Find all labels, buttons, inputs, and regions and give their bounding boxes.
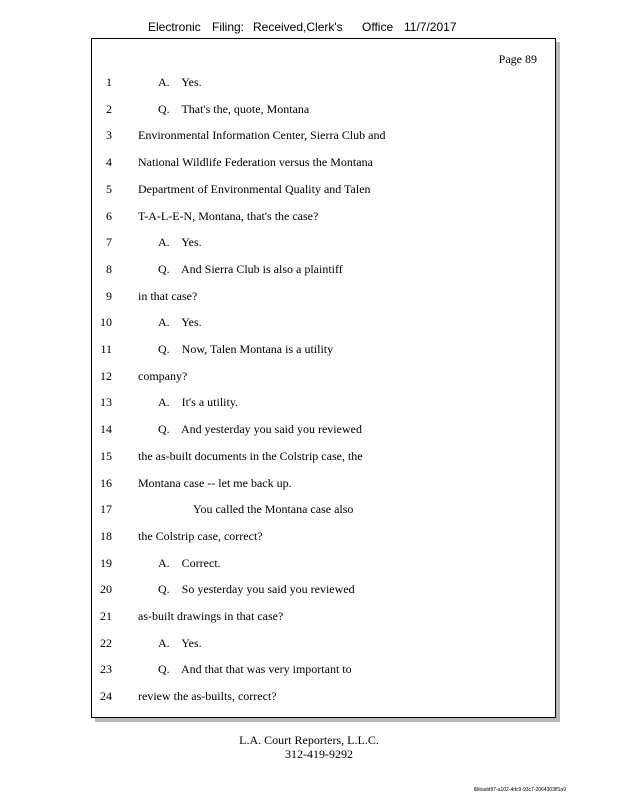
line-text: in that case? [138, 288, 198, 303]
line-text: as-built drawings in that case? [138, 609, 284, 623]
line-number: 2 [106, 101, 112, 116]
line-text: A. Yes. [158, 75, 202, 89]
line-text: Environmental Information Center, Sierra Club and [138, 128, 386, 143]
line-number: 19 [100, 555, 112, 570]
line-number: 24 [100, 689, 112, 704]
line-number: 22 [100, 635, 112, 650]
page-number: Page 89 [498, 52, 537, 66]
line-number: 23 [100, 662, 112, 677]
footer-phone: 312-419-9292 [285, 747, 353, 761]
line-number: 5 [106, 181, 112, 196]
line-number: 21 [100, 609, 112, 623]
line-number: 10 [100, 315, 112, 330]
line-number: 12 [100, 368, 112, 383]
line-text: Department of Environmental Quality and Talen [138, 181, 371, 196]
line-text: the as-built documents in the Colstrip case, the [138, 448, 363, 463]
line-number: 18 [100, 528, 112, 543]
header-electronic: Electronic [148, 20, 201, 34]
line-number: 6 [106, 208, 112, 223]
line-text: Q. Now, Talen Montana is a utility [158, 342, 334, 356]
line-number: 8 [106, 261, 112, 276]
line-number: 3 [106, 128, 112, 143]
header-received: Received,Clerk's [253, 20, 343, 34]
line-number: 1 [106, 75, 112, 89]
line-number: 9 [106, 288, 112, 303]
line-text: A. Correct. [158, 555, 221, 570]
line-text: A. It's a utility. [158, 395, 239, 410]
line-text: T-A-L-E-N, Montana, that's the case? [138, 208, 319, 223]
line-number: 7 [106, 235, 112, 250]
line-number: 15 [100, 448, 112, 463]
header-date: 11/7/2017 [404, 20, 457, 34]
line-text: You called the Montana case also [193, 502, 354, 517]
line-text: Q. And yesterday you said you reviewed [158, 422, 362, 437]
header-office: Office [362, 20, 394, 34]
line-number: 20 [100, 582, 112, 597]
line-text: Q. That's the, quote, Montana [158, 101, 310, 116]
line-text: Montana case -- let me back up. [138, 475, 292, 490]
line-text: A. Yes. [158, 635, 202, 650]
document-id: 8bbadd97-a102-4dc9-93c7-2064303ff1a9 [473, 787, 566, 793]
filing-header [0, 20, 618, 38]
line-text: Q. And Sierra Club is also a plaintiff [158, 261, 343, 276]
line-text: A. Yes. [158, 235, 202, 250]
header-filing: Filing: [212, 20, 245, 34]
line-number: 13 [100, 395, 112, 410]
line-text: Q. And that that was very important to [158, 662, 352, 677]
line-number: 4 [106, 155, 112, 170]
line-number: 17 [100, 502, 112, 517]
line-text: the Colstrip case, correct? [138, 528, 263, 543]
line-text: Q. So yesterday you said you reviewed [158, 582, 355, 597]
line-text: company? [138, 368, 188, 383]
line-text: National Wildlife Federation versus the Montana [138, 155, 373, 170]
line-text: review the as-builts, correct? [138, 689, 277, 704]
line-text: A. Yes. [158, 315, 202, 330]
footer-company: L.A. Court Reporters, L.L.C. [239, 733, 379, 747]
line-number: 11 [100, 342, 112, 356]
line-number: 14 [100, 422, 112, 437]
line-number: 16 [100, 475, 112, 490]
transcript-page [91, 38, 556, 718]
